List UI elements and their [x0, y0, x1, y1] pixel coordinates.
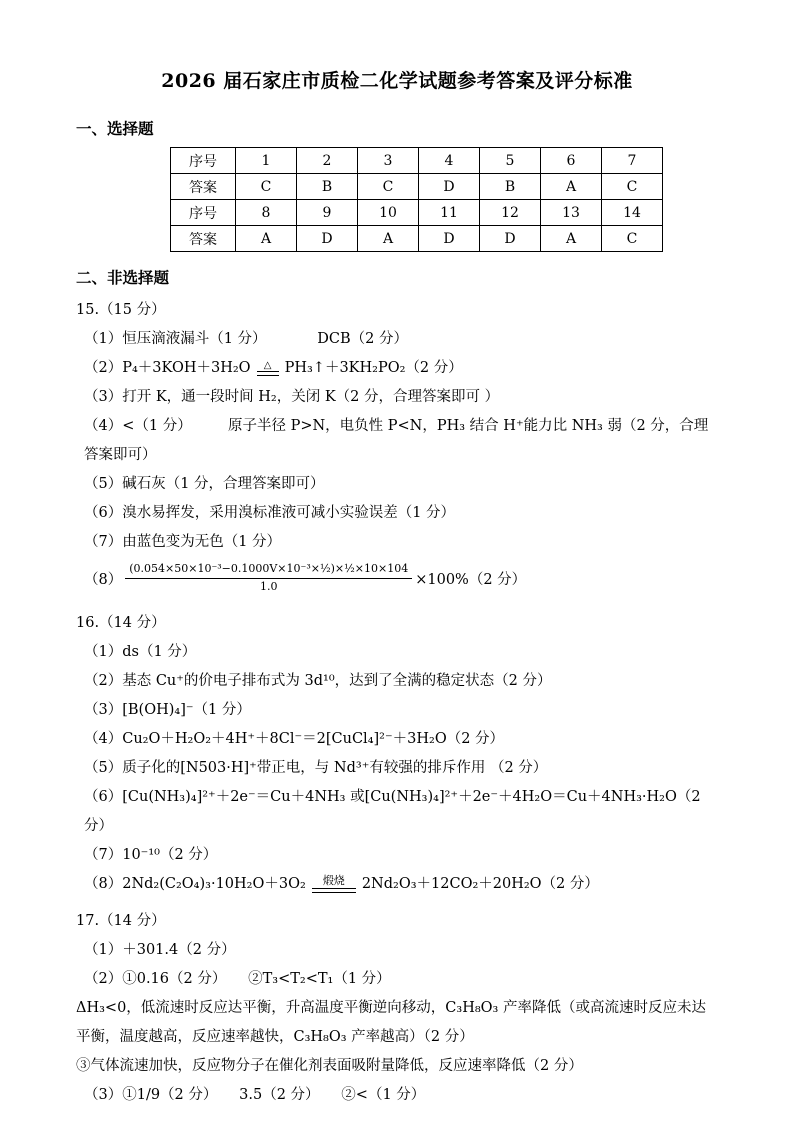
question-17-header: 17.（14 分）	[76, 912, 166, 929]
calcination-condition	[312, 874, 356, 893]
table-row-answers-1	[171, 174, 663, 200]
answer-line-16-5: （5）质子化的[N503·H]⁺带正电，与 Nd³⁺有较强的排斥作用 （2 分）	[84, 759, 548, 776]
answer-line-15-5: （5）碱石灰（1 分，合理答案即可）	[84, 476, 325, 492]
fraction-prefix: （8）	[84, 571, 123, 588]
section-heading-non-choice: 二、非选择题	[76, 268, 170, 287]
answer-line-17-explanation: ΔH₃<0，低流速时反应达平衡，升高温度平衡逆向移动，C₃H₈O₃ 产率降低（或高流速时反应未达平衡，温度越高，反应速率越快，C₃H₈O₃ 产率越高）（2 分）	[76, 999, 706, 1045]
fraction	[125, 562, 412, 595]
answer-line-16-4: （4）Cu₂O＋H₂O₂＋4H⁺＋8Cl⁻＝2[CuCl₄]²⁻＋3H₂O（2 分）	[84, 730, 505, 747]
answer-line-15-6: （6）溴水易挥发，采用溴标准液可减小实验误差（1 分）	[84, 505, 456, 521]
answer-line-16-6: （6）[Cu(NH₃)₄]²⁺＋2e⁻＝Cu＋4NH₃ 或[Cu(NH₃)₄]²⁺＋2e⁻＋4H₂O＝Cu＋4NH₃·H₂O（2 分）	[84, 788, 706, 834]
answer-line-15-7: （7）由蓝色变为无色（1 分）	[84, 534, 282, 550]
question-16-header: 16.（14 分）	[76, 614, 166, 631]
answer-line-16-2: （2）基态 Cu⁺的价电子排布式为 3d¹⁰，达到了全满的稳定状态（2 分）	[84, 672, 552, 689]
answer-cell: 3	[358, 148, 419, 174]
table-row-answers-2	[171, 226, 663, 252]
answer-cell: 4	[419, 148, 480, 174]
answer-line-17-1: （1）＋301.4（2 分）	[84, 941, 236, 958]
fraction-suffix: ×100%（2 分）	[415, 571, 527, 588]
answer-cell: C	[358, 174, 419, 200]
table-row-numbers-1	[171, 148, 663, 174]
answer-cell: B	[480, 174, 541, 200]
row-label: 答案	[171, 226, 236, 252]
answer-line-16-8	[76, 870, 718, 899]
answer-cell: 10	[358, 200, 419, 226]
fraction-denominator: 1.0	[259, 579, 278, 593]
answer-cell: C	[602, 226, 663, 252]
answer-line-17-4: （3）①1/9（2 分） 3.5（2 分） ②<（1 分）	[84, 1086, 426, 1103]
equation-right: 2Nd₂O₃＋12CO₂＋20H₂O（2 分）	[361, 875, 599, 892]
answer-line-15-3: （3）打开 K，通一段时间 H₂，关闭 K（2 分，合理答案即可 ）	[84, 389, 500, 405]
answer-cell: C	[602, 174, 663, 200]
answer-cell: B	[297, 174, 358, 200]
answer-cell: D	[480, 226, 541, 252]
answer-cell: D	[297, 226, 358, 252]
heat-condition	[257, 360, 279, 376]
answer-line-15-8	[76, 557, 718, 601]
answer-line-15-1: （1）恒压滴液漏斗（1 分） DCB（2 分）	[84, 331, 409, 347]
condition-label: 煅烧	[322, 874, 345, 888]
answer-cell: 11	[419, 200, 480, 226]
answer-line-15-2	[76, 354, 718, 383]
answer-line-16-1: （1）ds（1 分）	[84, 643, 197, 660]
answer-table	[170, 147, 663, 252]
answer-cell: 9	[297, 200, 358, 226]
answer-cell: 8	[236, 200, 297, 226]
answer-line-15-4: （4）<（1 分） 原子半径 P>N，电负性 P<N，PH₃ 结合 H⁺能力比 NH₃ 弱（2 分，合理答案即可）	[84, 418, 709, 463]
answer-cell: D	[419, 226, 480, 252]
answer-line-17-3: ③气体流速加快，反应物分子在催化剂表面吸附量降低，反应速率降低（2 分）	[76, 1057, 583, 1074]
equation-left: （2）P₄＋3KOH＋3H₂O	[84, 360, 251, 376]
delta-icon: △	[263, 360, 272, 371]
answer-cell: C	[236, 174, 297, 200]
question-15-header: 15.（15 分）	[76, 302, 166, 318]
answer-cell: 5	[480, 148, 541, 174]
answer-cell: A	[541, 226, 602, 252]
answer-cell: 7	[602, 148, 663, 174]
answer-cell: 13	[541, 200, 602, 226]
answer-cell: 2	[297, 148, 358, 174]
answer-line-17-2: （2）①0.16（2 分） ②T₃<T₂<T₁（1 分）	[84, 970, 391, 987]
answer-cell: A	[541, 174, 602, 200]
document-title: 2026 届石家庄市质检二化学试题参考答案及评分标准	[161, 70, 633, 92]
table-row-numbers-2	[171, 200, 663, 226]
row-label: 答案	[171, 174, 236, 200]
answer-cell: D	[419, 174, 480, 200]
answer-cell: 14	[602, 200, 663, 226]
answer-cell: A	[358, 226, 419, 252]
section-heading-choice: 一、选择题	[76, 119, 154, 138]
answer-cell: A	[236, 226, 297, 252]
answer-cell: 6	[541, 148, 602, 174]
fraction-numerator: (0.054×50×10⁻³−0.1000V×10⁻³×½)×½×10×104	[125, 562, 412, 579]
equation-right: PH₃↑＋3KH₂PO₂（2 分）	[284, 360, 463, 376]
row-label: 序号	[171, 200, 236, 226]
equation-left: （8）2Nd₂(C₂O₄)₃·10H₂O＋3O₂	[84, 875, 306, 892]
answer-line-16-3: （3）[B(OH)₄]⁻（1 分）	[84, 701, 251, 718]
double-line	[257, 371, 279, 376]
answer-line-16-7: （7）10⁻¹⁰（2 分）	[84, 846, 218, 863]
row-label: 序号	[171, 148, 236, 174]
answer-cell: 1	[236, 148, 297, 174]
double-line	[312, 888, 356, 893]
answer-cell: 12	[480, 200, 541, 226]
